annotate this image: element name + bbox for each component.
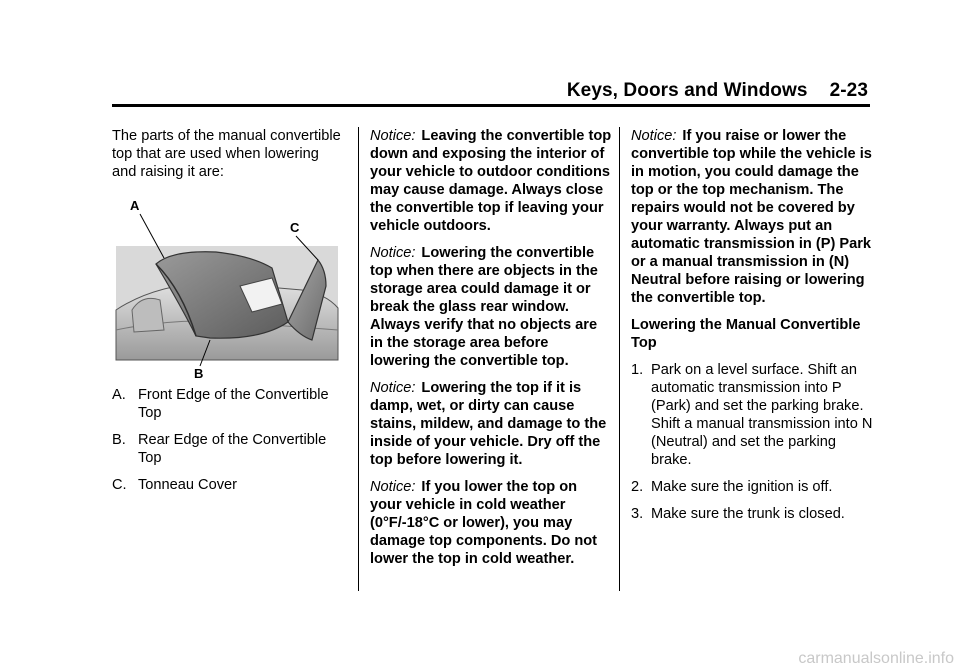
- step-text: Make sure the trunk is closed.: [651, 506, 845, 522]
- column-divider-2: [619, 127, 620, 591]
- list-item: [631, 361, 873, 469]
- notice-label: Notice:: [370, 479, 416, 495]
- list-item: [631, 478, 873, 496]
- notice-text: Leaving the convertible top down and exposing the interior of your vehicle to outdoor conditions may cause damage. Always close the convertible top if leaving your vehicle outdoors.: [370, 128, 612, 234]
- step-text: Make sure the ignition is off.: [651, 479, 833, 495]
- notice-paragraph: [370, 127, 612, 235]
- notice-paragraph: [370, 244, 612, 370]
- notice-text: If you lower the top on your vehicle in cold weather (0°F/-18°C or lower), you may damage top components. Do not lower the top in cold weather.: [370, 479, 598, 567]
- notice-text: Lowering the top if it is damp, wet, or dirty can cause stains, mildew, and damage to the inside of your vehicle. Dry off the top before lowering it.: [370, 380, 607, 468]
- page-header: [567, 80, 868, 102]
- column-middle: [370, 127, 612, 577]
- legend-item: [112, 386, 344, 422]
- legend-item: [112, 476, 344, 494]
- step-text: Park on a level surface. Shift an automatic transmission into P (Park) and set the parking brake. Shift a manual transmission into N (Neutral) and set the parking brake.: [651, 362, 873, 468]
- section-heading: Lowering the Manual Convertible Top: [631, 317, 861, 351]
- legend-key: A.: [112, 387, 126, 403]
- notice-paragraph: [370, 478, 612, 568]
- legend-key: C.: [112, 477, 127, 493]
- column-left: [112, 127, 344, 503]
- convertible-top-illustration: [112, 190, 344, 380]
- section-title: Keys, Doors and Windows: [566, 80, 808, 101]
- legend-text: Rear Edge of the Convertible Top: [138, 432, 327, 466]
- convertible-top-diagram: [112, 190, 344, 380]
- watermark: carmanualsonline.info: [798, 650, 954, 667]
- legend-key: B.: [112, 432, 126, 448]
- page-number: 2-23: [829, 80, 868, 101]
- intro-paragraph: The parts of the manual convertible top that are used when lowering and raising it are:: [112, 128, 341, 180]
- notice-text: Lowering the convertible top when there are objects in the storage area could damage it or break the glass rear window. Always verify that no objects are in the storage area before lowering the convertible top.: [370, 245, 598, 369]
- notice-paragraph: [631, 127, 873, 307]
- notice-label: Notice:: [370, 380, 416, 396]
- steps-list: [631, 361, 873, 523]
- header-rule: [112, 104, 870, 107]
- callout-b: B: [194, 366, 204, 380]
- notice-label: Notice:: [631, 128, 677, 144]
- notice-label: Notice:: [370, 128, 416, 144]
- legend-item: [112, 431, 344, 467]
- callout-a: A: [130, 198, 140, 213]
- notice-text: If you raise or lower the convertible top while the vehicle is in motion, you could damage the top or the top mechanism. The repairs would not be covered by your warranty. Always put an automatic transmission in (P) Park or a manual transmission in (N) Neutral before raising or lowering the convertible top.: [631, 128, 872, 306]
- step-number: 2.: [631, 479, 644, 495]
- figure-legend: [112, 386, 344, 494]
- notice-label: Notice:: [370, 245, 416, 261]
- step-number: 1.: [631, 362, 644, 378]
- step-number: 3.: [631, 506, 644, 522]
- list-item: [631, 505, 873, 523]
- notice-paragraph: [370, 379, 612, 469]
- legend-text: Tonneau Cover: [138, 477, 237, 493]
- legend-text: Front Edge of the Convertible Top: [138, 387, 329, 421]
- column-divider-1: [358, 127, 359, 591]
- callout-c: C: [290, 220, 300, 235]
- column-right: [631, 127, 873, 532]
